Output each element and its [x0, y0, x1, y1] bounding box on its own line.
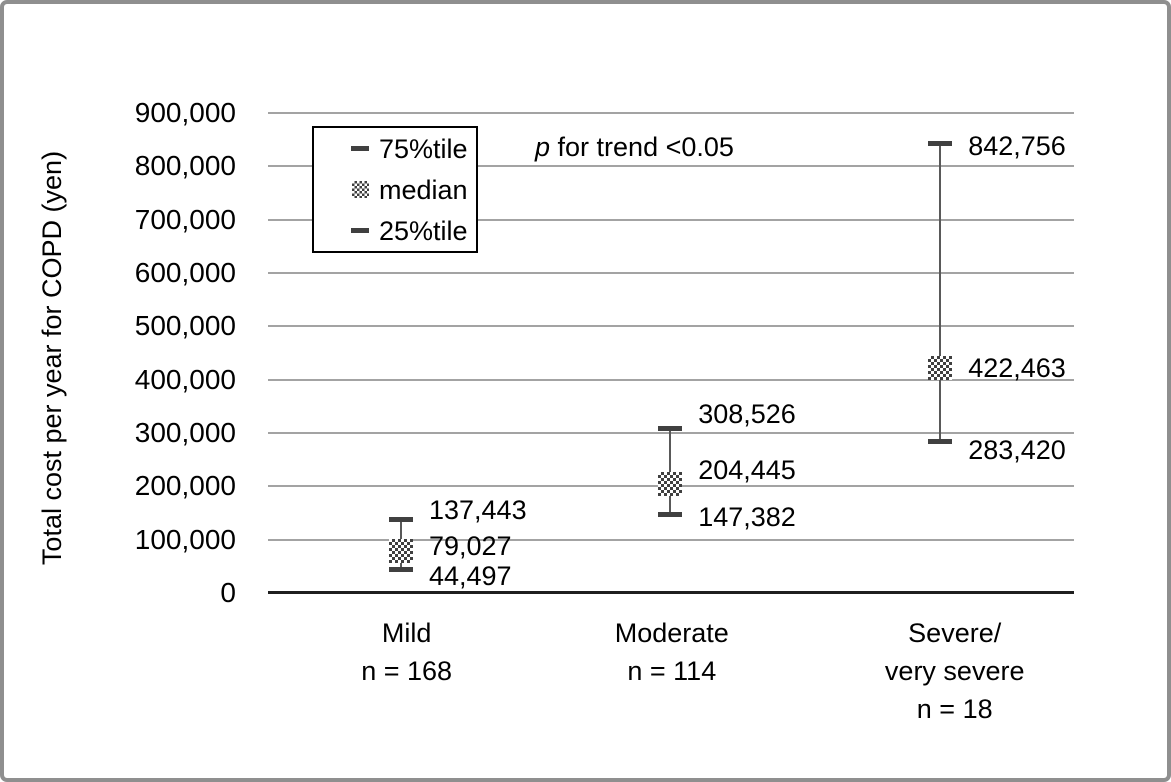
legend-label-p25: 25%tile	[379, 215, 468, 246]
p75-cap	[389, 517, 413, 522]
gridline	[268, 325, 1074, 327]
y-tick-label: 300,000	[134, 417, 236, 448]
y-tick-label: 900,000	[134, 97, 236, 128]
y-axis-title: Total cost per year for COPD (yen)	[37, 150, 67, 566]
x-axis-line	[268, 591, 1074, 594]
value-label-median: 204,445	[698, 454, 796, 485]
value-label-p25: 147,382	[698, 502, 796, 533]
p25-dash-icon	[350, 228, 370, 233]
annotation-text: for trend <0.05	[550, 132, 734, 162]
y-tick-label: 700,000	[134, 203, 236, 235]
y-tick-label: 400,000	[134, 363, 236, 395]
legend-label-median: median	[379, 174, 468, 205]
legend-label-p75: 75%tile	[379, 133, 468, 164]
y-tick-label: 0	[220, 577, 236, 608]
gridline	[268, 112, 1074, 114]
gridline	[268, 379, 1074, 381]
y-tick-label: 600,000	[134, 257, 236, 288]
value-label-p75: 308,526	[698, 399, 796, 430]
value-label-p25: 44,497	[428, 561, 512, 592]
x-axis-labels	[268, 602, 1074, 742]
p75-cap	[658, 426, 682, 431]
value-label-median: 79,027	[428, 530, 512, 561]
category-label-line: very severe	[884, 656, 1025, 686]
median-marker	[389, 539, 413, 563]
median-checker-icon	[350, 181, 370, 198]
y-tick-label: 800,000	[134, 150, 236, 182]
gridline	[268, 272, 1074, 274]
p-symbol: p	[535, 132, 551, 162]
legend	[312, 126, 478, 253]
legend-item-median	[350, 169, 476, 210]
category-label-line: Mild	[381, 618, 432, 648]
y-axis-ticks	[4, 97, 236, 608]
p25-cap	[658, 512, 682, 517]
category-label-line: Moderate	[614, 618, 729, 648]
legend-item-p25	[350, 210, 476, 251]
error-bar-line	[939, 144, 941, 442]
category-label-line: n = 168	[361, 656, 453, 686]
value-label-p75: 137,443	[428, 494, 527, 525]
p75-dash-icon	[350, 146, 370, 151]
y-tick-label: 200,000	[134, 470, 236, 502]
median-marker	[928, 356, 952, 380]
legend-item-p75	[350, 128, 476, 169]
p-trend-annotation	[535, 130, 734, 164]
value-label-p25: 283,420	[968, 434, 1066, 465]
p25-cap	[928, 439, 952, 444]
median-marker	[658, 472, 682, 496]
category-label-line: n = 18	[916, 694, 993, 724]
value-label-p75: 842,756	[968, 130, 1066, 161]
p75-cap	[928, 141, 952, 146]
p25-cap	[389, 567, 413, 572]
category-label-line: n = 114	[627, 656, 717, 686]
y-tick-label: 100,000	[134, 523, 236, 555]
category-label-line: Severe/	[908, 618, 1002, 648]
y-tick-label: 500,000	[134, 310, 236, 342]
value-label-median: 422,463	[968, 352, 1066, 383]
